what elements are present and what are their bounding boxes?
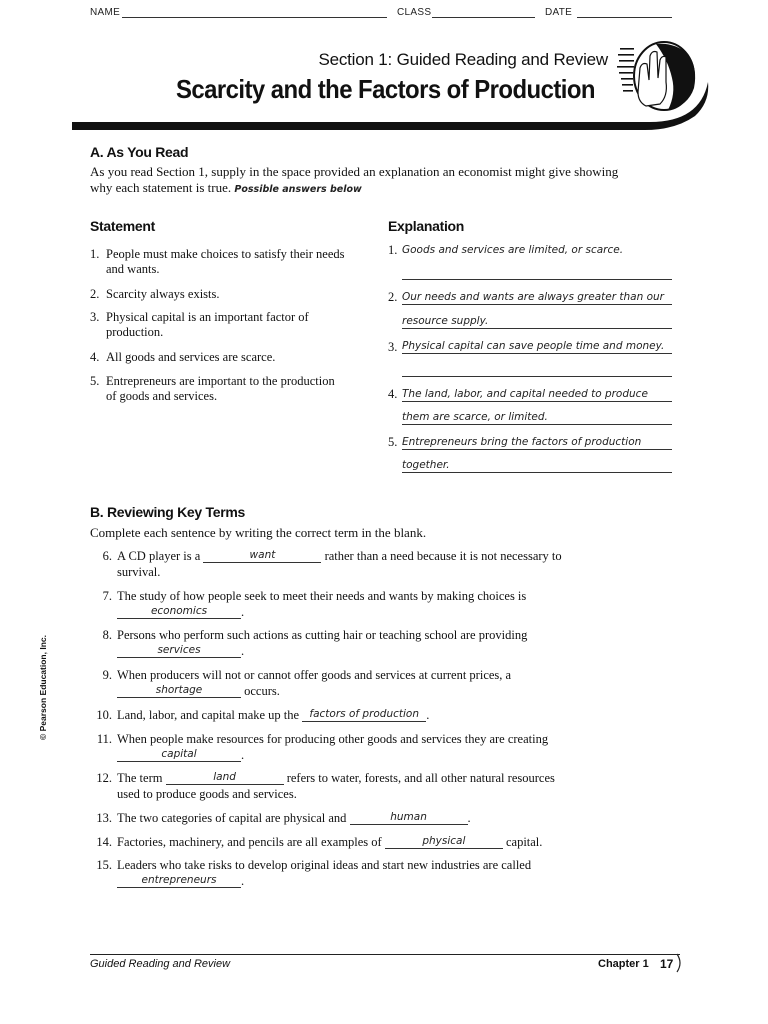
part-a-instructions (90, 164, 630, 197)
answer-blank[interactable]: capital (117, 748, 241, 762)
explanation-line[interactable]: resource supply. (402, 313, 672, 329)
part-b-heading: B. Reviewing Key Terms (90, 504, 245, 520)
part-a-instructions-text: As you read Section 1, supply in the space provided an explanation an economist might give showing why each statement is true. (90, 164, 619, 195)
answer-blank[interactable]: human (350, 811, 468, 825)
explanation-line[interactable] (402, 264, 672, 280)
date-label: DATE (545, 7, 573, 18)
answer-blank[interactable]: economics (117, 605, 241, 619)
answer-blank[interactable]: factors of production (302, 708, 426, 722)
statement-item: 3. Physical capital is an important factor of production. (90, 310, 309, 339)
section-subtitle: Section 1: Guided Reading and Review (318, 50, 608, 69)
title-banner-graphic (60, 30, 710, 130)
explanation-line[interactable]: The land, labor, and capital needed to produce (402, 386, 672, 402)
question-item: 12. The term land refers to water, forests, and all other natural resources used to produce goods and services. (96, 771, 555, 801)
explanation-line[interactable] (402, 361, 672, 377)
explanation-heading: Explanation (388, 218, 465, 234)
statement-item: 5. Entrepreneurs are important to the production of goods and services. (90, 374, 335, 403)
question-item: 7. The study of how people seek to meet their needs and wants by making choices is economics . (102, 589, 527, 619)
explanation-number: 1. (388, 243, 398, 257)
date-field[interactable] (577, 17, 672, 18)
hand-pointing-icon (616, 38, 698, 118)
answer-blank[interactable]: want (203, 549, 321, 563)
possible-answers-note: Possible answers below (234, 183, 362, 195)
question-item: 15. Leaders who take risks to develop original ideas and start new industries are called entrepreneurs . (96, 858, 532, 888)
explanation-line[interactable]: them are scarce, or limited. (402, 409, 672, 425)
statement-item: 4. All goods and services are scarce. (90, 350, 276, 364)
explanation-line[interactable]: Physical capital can save people time and money. (402, 338, 672, 354)
answer-blank[interactable]: shortage (117, 684, 241, 698)
question-item: 6. A CD player is a want rather than a need because it is not necessary to survival. (102, 549, 562, 579)
explanation-line[interactable]: Our needs and wants are always greater than our (402, 289, 672, 305)
footer-rule (90, 954, 680, 955)
copyright-side-text: © Pearson Education, Inc. (38, 635, 48, 740)
question-item: 14. Factories, machinery, and pencils are all examples of physical capital. (96, 835, 543, 849)
explanation-line[interactable]: Entrepreneurs bring the factors of production (402, 434, 672, 450)
name-field[interactable] (122, 17, 387, 18)
footer-left-text: Guided Reading and Review (90, 958, 231, 970)
footer-chapter: Chapter 1 (598, 958, 649, 970)
part-b-instructions: Complete each sentence by writing the correct term in the blank. (90, 525, 427, 540)
page-number: 17 (660, 957, 674, 971)
explanation-number: 4. (388, 387, 398, 401)
statement-item: 1. People must make choices to satisfy their needs and wants. (90, 247, 345, 276)
footer-bracket-graphic (676, 953, 684, 973)
explanation-line[interactable]: together. (402, 457, 672, 473)
question-item: 9. When producers will not or cannot offer goods and services at current prices, a shortage occurs. (102, 668, 512, 698)
question-item: 8. Persons who perform such actions as cutting hair or teaching school are providing services . (102, 628, 528, 658)
answer-blank[interactable]: land (166, 771, 284, 785)
explanation-number: 5. (388, 435, 398, 449)
answer-blank[interactable]: physical (385, 835, 503, 849)
name-label: NAME (90, 7, 121, 18)
class-label: CLASS (397, 7, 432, 18)
question-item: 11. When people make resources for producing other goods and services they are creating capital . (96, 732, 549, 762)
question-item: 10. Land, labor, and capital make up the factors of production . (96, 708, 430, 722)
answer-blank[interactable]: entrepreneurs (117, 874, 241, 888)
answer-blank[interactable]: services (117, 644, 241, 658)
question-item: 13. The two categories of capital are physical and human . (96, 811, 471, 825)
part-a-heading: A. As You Read (90, 144, 189, 160)
statement-heading: Statement (90, 218, 155, 234)
class-field[interactable] (432, 17, 535, 18)
explanation-line[interactable]: Goods and services are limited, or scarce. (402, 244, 624, 256)
explanation-number: 2. (388, 290, 398, 304)
explanation-number: 3. (388, 340, 398, 354)
statement-item: 2. Scarcity always exists. (90, 287, 220, 301)
page-title: Scarcity and the Factors of Production (176, 74, 595, 104)
